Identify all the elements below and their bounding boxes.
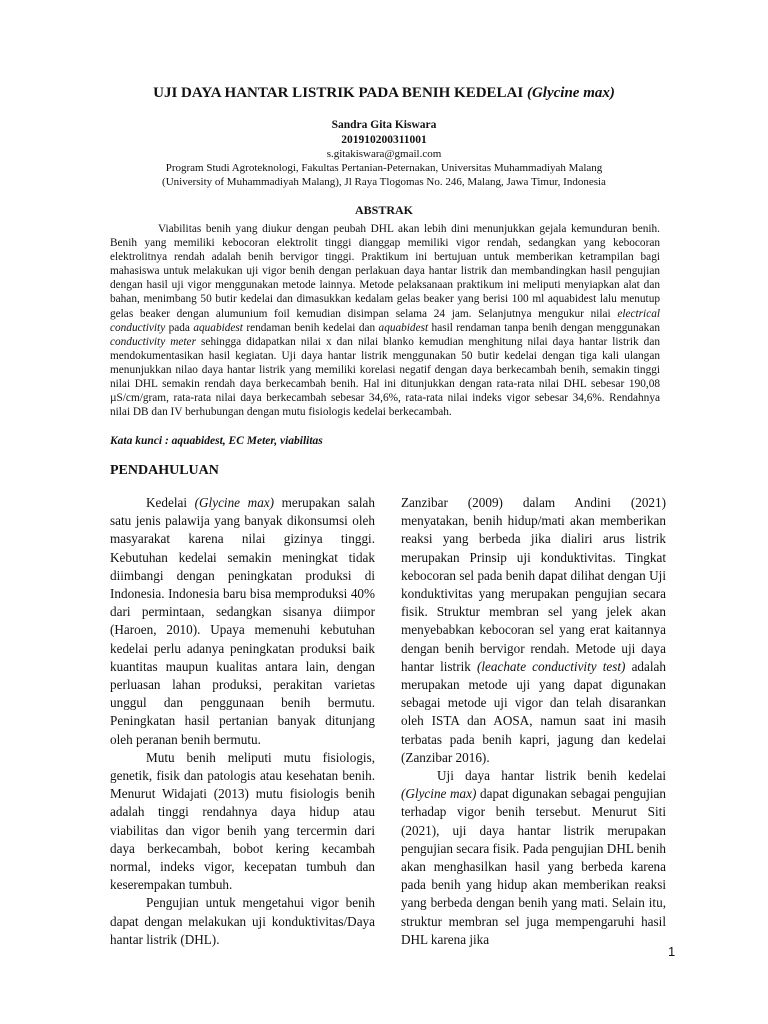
title-main: UJI DAYA HANTAR LISTRIK PADA BENIH KEDELAI <box>153 85 527 101</box>
text-run: Uji daya hantar listrik benih kedelai <box>437 768 666 784</box>
keywords: Kata kunci : aquabidest, EC Meter, viabilitas <box>110 435 323 447</box>
text-run: adalah merupakan metode uji yang dapat digunakan sebagai metode uji vigor dan telah disarankan oleh ISTA dan AOSA, namun saat ini masih terbatas pada benih kapri, jagung dan kedelai (Zanzibar 2016). <box>401 658 666 765</box>
paper-title <box>0 85 768 102</box>
author-id: 201910200311001 <box>341 134 427 146</box>
author-name: Sandra Gita Kiswara <box>331 119 437 131</box>
text-italic: (leachate conductivity test) <box>476 658 626 674</box>
section-heading: PENDAHULUAN <box>110 463 219 478</box>
body-paragraph: Pengujian untuk mengetahui vigor benih dapat dengan melakukan uji konduktivitas/Daya hantar listrik (DHL). <box>110 895 375 947</box>
body-paragraph <box>401 494 666 767</box>
body-paragraph <box>110 494 375 749</box>
right-column <box>401 494 666 949</box>
page-number: 1 <box>668 944 676 959</box>
title-species: (Glycine max) <box>526 85 615 101</box>
text-run: Zanzibar (2009) dalam Andini (2021) menyatakan, benih hidup/mati akan memberikan reaksi yang berbeda jika dialiri arus listrik merupakan Prinsip uji konduktivitas. Tingkat kebocoran sel pada benih dapat dilihat dengan Uji konduktivitas yang merupakan pengujian secara fisik. Struktur membran sel yang jelek akan menyebabkan kebocoran sel yang erat kaitannya dengan benih bervigor rendah. Metode uji daya hantar listrik <box>401 495 666 674</box>
text-run: merupakan salah satu jenis palawija yang banyak dikonsumsi oleh masyarakat karena nilai gizinya tinggi. Kebutuhan kedelai semakin meningkat tidak diimbangi dengan peningkatan produksi di Indonesia. Indonesia baru bisa memproduksi 40% dari permintaan, sedangkan sisanya diimpor (Haroen, 2010). Upaya memenuhi kebutuhan kedelai perlu adanya peningkatan produksi baik kuantitas maupun kualitas antara lain, dengan perluasan lahan produksi, perakitan varietas unggul dan penggunaan benih bermutu. Peningkatan hasil pertanian banyak ditunjang oleh peranan benih bermutu. <box>110 495 375 747</box>
text-run: dapat digunakan sebagai pengujian terhadap vigor benih tersebut. Menurut Siti (2021), uji daya hantar listrik merupakan pengujian secara fisik. Pada pengujian DHL benih akan menghasilkan hasil yang berbeda karena pada benih yang hidup akan memberikan reaksi yang berbeda dengan benih yang mati. Selain itu, struktur membran sel juga mempengaruhi hasil DHL karena jika <box>401 786 667 947</box>
affiliation-line-1: Program Studi Agroteknologi, Fakultas Pertanian-Peternakan, Universitas Muhammadiyah Malang <box>165 162 603 174</box>
text-italic: (Glycine max) <box>401 786 477 802</box>
abstract-part: hasil rendaman tanpa benih dengan menggunakan <box>428 321 660 334</box>
abstract-italic: electrical conductivity <box>110 307 660 334</box>
body-paragraph: Mutu benih meliputi mutu fisiologis, genetik, fisik dan patologis atau kesehatan benih. Menurut Widajati (2013) mutu fisiologis benih adalah tinggi rendahnya daya hidup atau viabilitas dan vigor benih yang tercermin dari daya berkecambah, bobot kering kecambah normal, indeks vigor, kecepatan tumbuh dan keserempakan tumbuh. <box>110 749 375 893</box>
abstract-italic: conductivity meter <box>110 335 196 348</box>
author-email: s.gitakiswara@gmail.com <box>326 148 442 160</box>
abstract-heading: ABSTRAK <box>354 203 413 217</box>
text-italic: (Glycine max) <box>194 495 275 510</box>
affiliation-line-2: (University of Muhammadiyah Malang), Jl Raya Tlogomas No. 246, Malang, Jawa Timur, Indonesia <box>162 176 606 188</box>
abstract-italic: aquabidest <box>378 321 429 334</box>
abstract-part: Viabilitas benih yang diukur dengan peubah DHL akan lebih dini menunjukkan gejala kemunduran benih. Benih yang memiliki kebocoran elektrolit tinggi dianggap memiliki vigor rendah, sedangkan yang kebocoran elektrolitnya rendah adalah benih bervigor tinggi. Praktikum ini bertujuan untuk memberikan ketrampilan bagi mahasiswa untuk melakukan uji vigor benih dengan perlakuan daya hantar listrik dan membandingkan hasil pengujian dengan hasil uji vigor menggunakan metode lainnya. Metode pelaksanaan praktikum ini meliputi menyiapkan alat dan bahan, menimbang 50 butir kedelai dan dimasukkan kedalam gelas beaker yang berisi 100 ml aquabidest lalu menutup gelas beaker dengan alumunium foil kemudian disimpan selama 24 jam. Selanjutnya mengukur nilai <box>110 223 660 320</box>
abstract-part: sehingga didapatkan nilai x dan nilai blanko kemudian menghitung nilai daya hantar listrik dan mendokumentasikan hasil kegiatan. Uji daya hantar listrik menggunakan 50 butir kedelai dengan tiga kali ulangan menunjukkan nilao daya hantar listrik yang memiliki korelasi negatif dengan daya berkecambah benih, semakin tinggi nilai DHL semakin rendah daya berkecambah benih. Hal ini ditunjukkan dengan rata-rata nilai DHL sebesar 190,08 µS/cm/gram, rata-rata nilai daya berkecambah sebesar 34,6%, rata-rata nilai indeks vigor sebesar 34,6%. Rendahnya nilai DB dan IV berhubungan dengan mutu fisiologis kedelai berkecambah. <box>110 335 660 419</box>
abstract-italic: aquabidest <box>193 321 243 334</box>
abstract-part: pada <box>165 321 194 334</box>
abstract-part: rendaman benih kedelai dan <box>242 321 379 334</box>
left-column <box>110 494 375 949</box>
text-run: Kedelai <box>146 495 195 510</box>
body-paragraph <box>401 767 666 949</box>
abstract-text <box>110 222 660 419</box>
